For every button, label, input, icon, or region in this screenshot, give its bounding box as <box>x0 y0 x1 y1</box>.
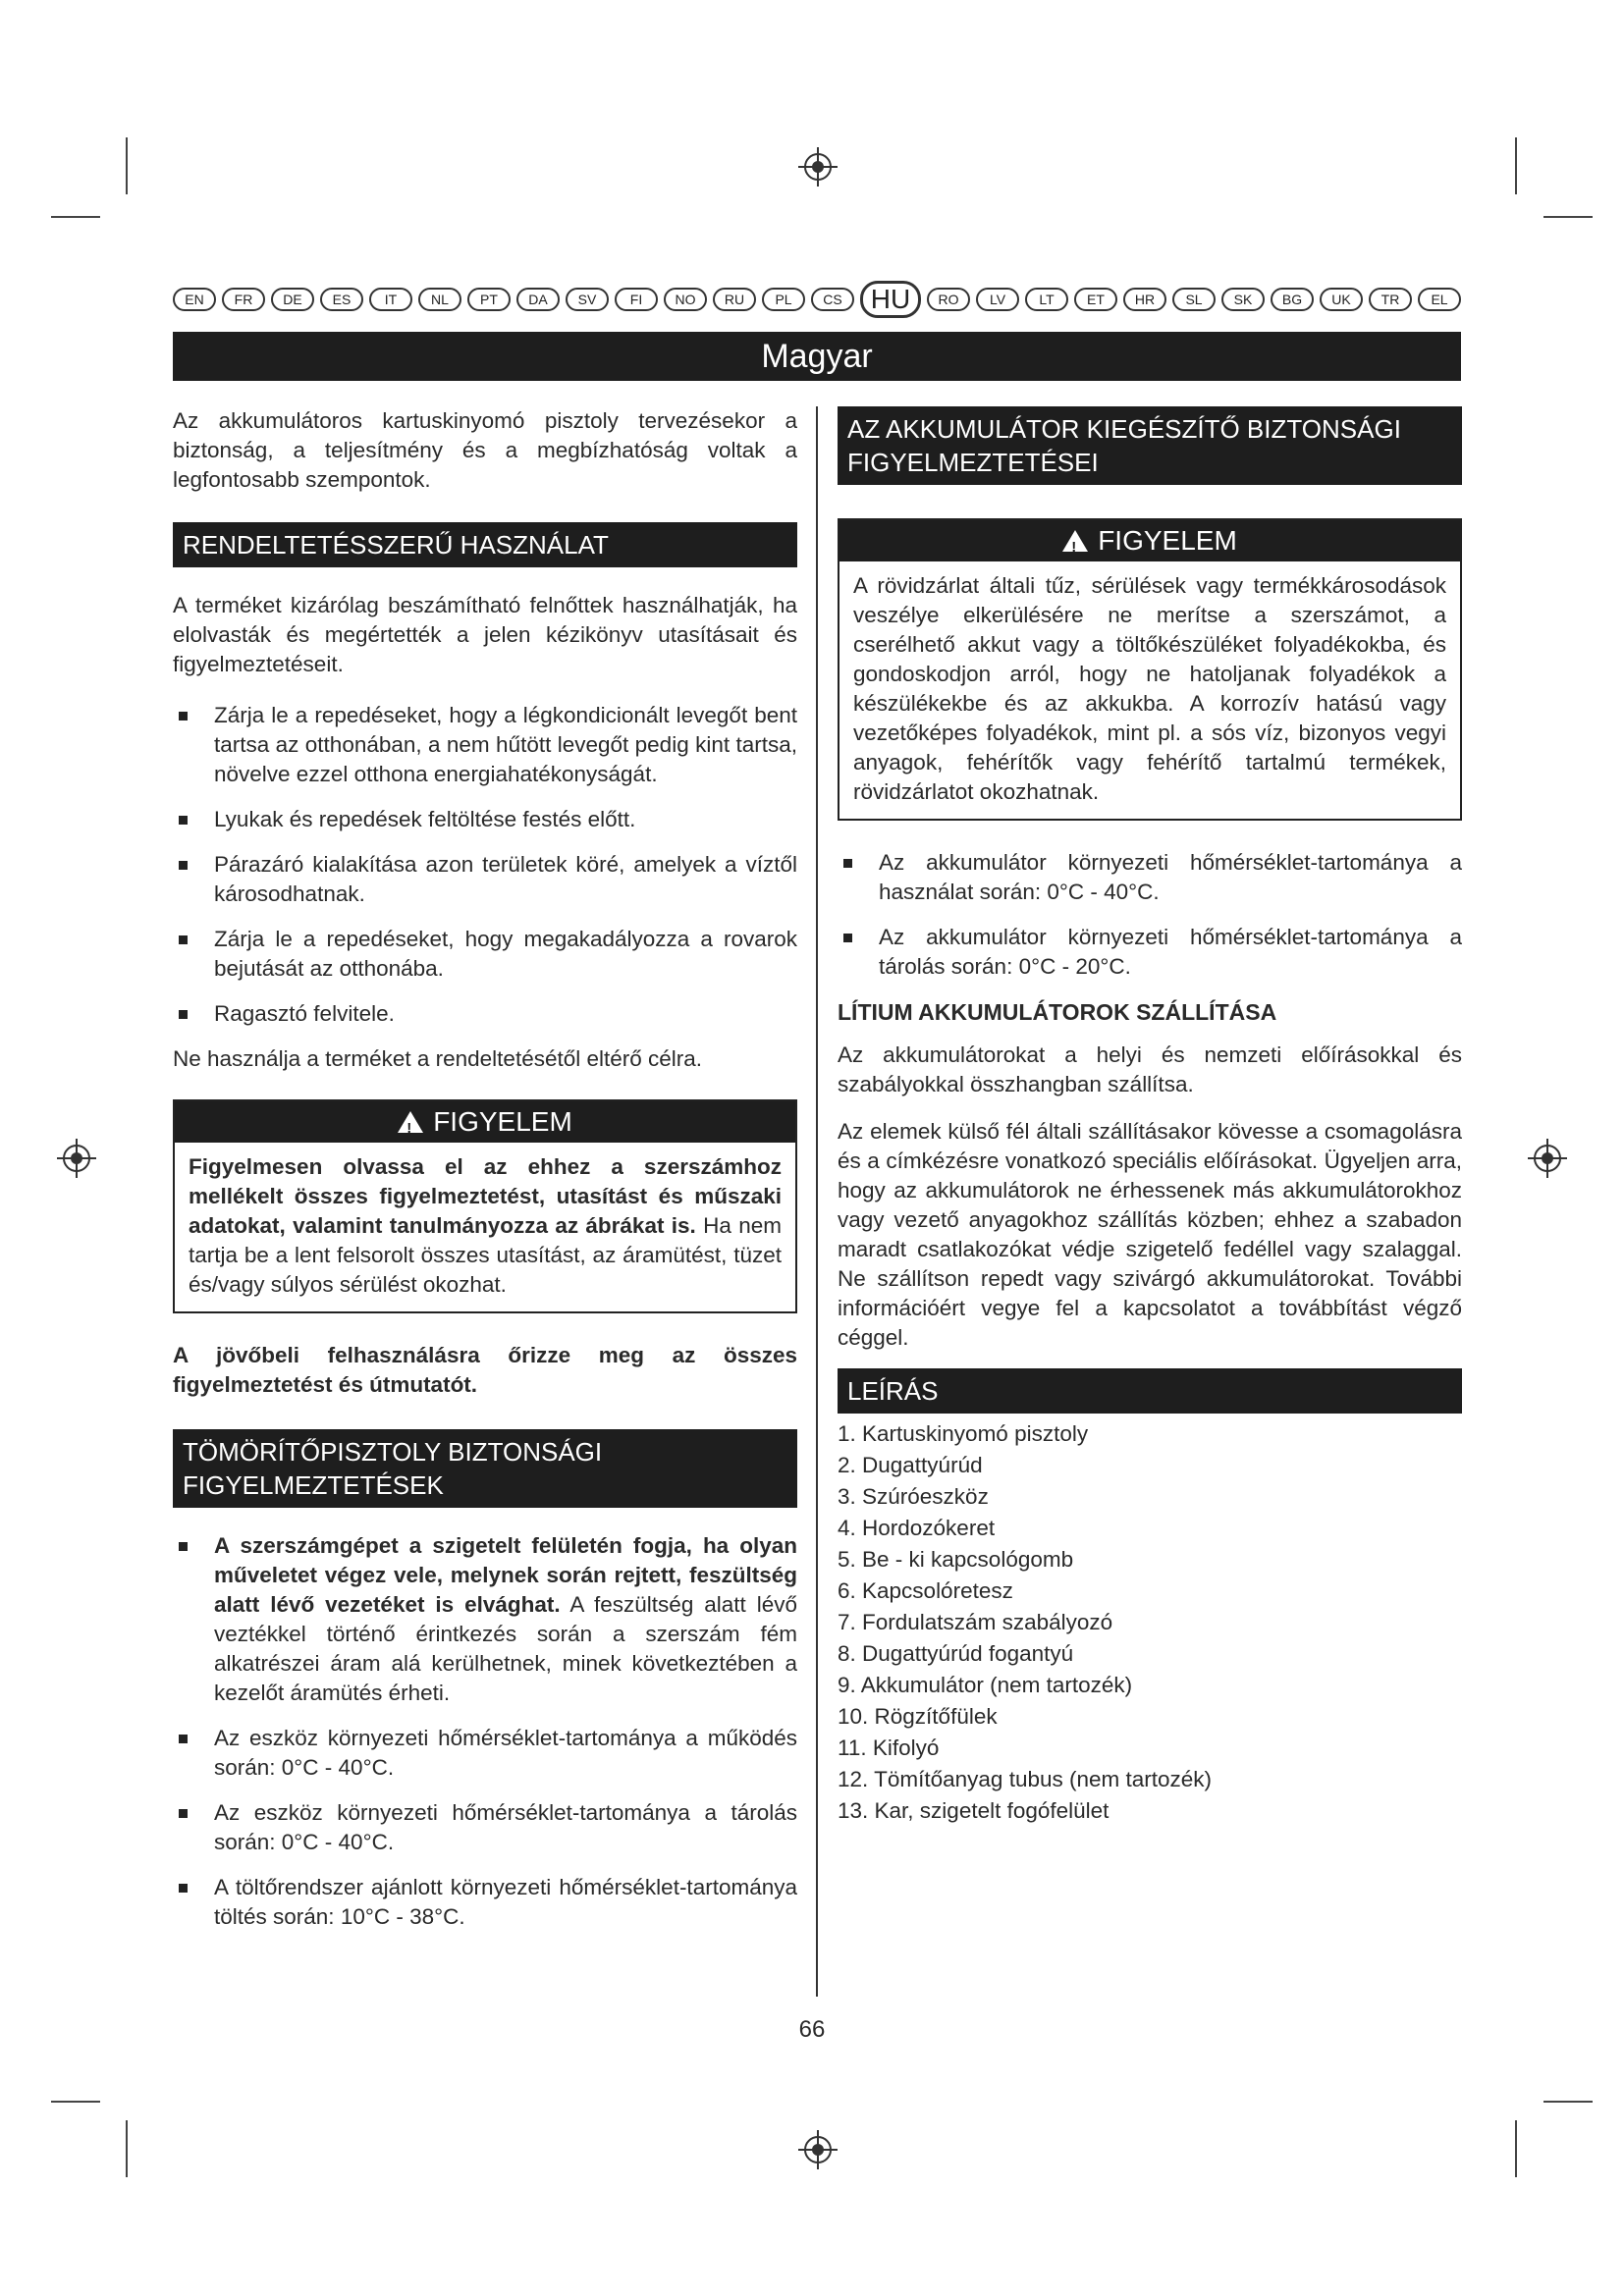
warning-text <box>175 1143 795 1311</box>
warning-icon <box>1062 530 1088 552</box>
list-item: A töltőrendszer ajánlott környezeti hőmérséklet-tartománya töltés során: 10°C - 38°C. <box>173 1873 797 1932</box>
safety-list <box>173 1531 797 1932</box>
warning-text: A rövidzárlat általi tűz, sérülések vagy termékkárosodások veszélye elkerülésére ne merítse a szerszámot, a cserélhető akkut vagy a töltőkészüléket folyadékokba, és gondoskodjon arról, hogy ne hatoljanak folyadékok a készülékekbe és az akkukba. A korrozív hatású vagy vezetőképes folyadékok, mint pl. a sós víz, bizonyos vegyi anyagok, fehérítők vagy fehérítő tartalmú termékek, rövidzárlatot okozhatnak. <box>853 573 1446 804</box>
list-item: 2. Dugattyúrúd <box>838 1453 983 1477</box>
language-badge-lt: LT <box>1025 288 1068 311</box>
language-badge-pl: PL <box>762 288 805 311</box>
warning-header <box>839 520 1460 561</box>
warning-title: FIGYELEM <box>433 1106 572 1137</box>
language-badge-da: DA <box>516 288 560 311</box>
language-badge-lv: LV <box>976 288 1019 311</box>
warning-icon <box>398 1111 423 1133</box>
registration-mark-icon <box>55 1137 98 1180</box>
language-badge-sv: SV <box>566 288 609 311</box>
crop-mark <box>51 216 100 218</box>
crop-mark <box>1543 216 1593 218</box>
language-selector <box>173 283 1461 316</box>
intro-paragraph: Az akkumulátoros kartuskinyomó pisztoly tervezésekor a biztonság, a teljesítmény és a megbízhatóság voltak a legfontosabb szempontok. <box>173 408 797 492</box>
language-badge-tr: TR <box>1369 288 1412 311</box>
list-item: Ragasztó felvitele. <box>173 999 797 1029</box>
parts-list <box>838 1419 1462 1826</box>
page-title: Magyar <box>173 332 1461 381</box>
warning-bold-text: Figyelmesen olvassa el az ehhez a szerszámhoz mellékelt összes figyelmeztetést, utasítást és műszaki adatokat, valamint tanulmányozza az ábrákat is. <box>189 1154 782 1238</box>
list-item: 12. Tömítőanyag tubus (nem tartozék) <box>838 1767 1213 1791</box>
language-badge-de: DE <box>271 288 314 311</box>
transport-heading: LÍTIUM AKKUMULÁTOROK SZÁLLÍTÁSA <box>838 999 1277 1025</box>
language-badge-it: IT <box>369 288 412 311</box>
registration-mark-icon <box>796 2128 839 2171</box>
left-column <box>173 406 797 1948</box>
language-badge-sk: SK <box>1221 288 1265 311</box>
list-item-bold: A szerszámgépet a szigetelt felületén fogja, ha olyan műveletet végez vele, melynek során rejtett, feszültség alatt lévő vezetéket is elvághat. <box>214 1533 797 1617</box>
language-badge-et: ET <box>1074 288 1117 311</box>
warning-box <box>173 1099 797 1313</box>
list-item: 11. Kifolyó <box>838 1735 940 1760</box>
list-item: Az eszköz környezeti hőmérséklet-tartománya a működés során: 0°C - 40°C. <box>173 1724 797 1783</box>
crop-mark <box>1543 2101 1593 2103</box>
crop-mark <box>1515 137 1517 194</box>
list-item: 6. Kapcsolóretesz <box>838 1578 1013 1603</box>
language-badge-uk: UK <box>1320 288 1363 311</box>
list-item: 10. Rögzítőfülek <box>838 1704 998 1729</box>
language-badge-sl: SL <box>1172 288 1216 311</box>
page-number: 66 <box>798 2016 826 2043</box>
language-badge-cs: CS <box>811 288 854 311</box>
crop-mark <box>51 2101 100 2103</box>
language-badge-ro: RO <box>927 288 970 311</box>
language-badge-hr: HR <box>1123 288 1166 311</box>
list-item: Zárja le a repedéseket, hogy a légkondicionált levegőt bent tartsa az otthonában, a nem hűtött levegőt pedig kint tartsa, növelve ezzel otthona energiahatékonyságát. <box>173 701 797 789</box>
list-item: Lyukak és repedések feltöltése festés előtt. <box>173 805 797 834</box>
usage-list <box>173 701 797 1029</box>
language-badge-pt: PT <box>467 288 511 311</box>
usage-paragraph: A terméket kizárólag beszámítható felnőttek használhatják, ha elolvasták és megértették a jelen kézikönyv utasításait és figyelmeztetéseit. <box>173 593 797 676</box>
list-item <box>173 1531 797 1708</box>
keep-instructions-note: A jövőbeli felhasználásra őrizze meg az összes figyelmeztetést és útmutatót. <box>173 1343 797 1397</box>
column-divider <box>816 406 818 1997</box>
list-item: 7. Fordulatszám szabályozó <box>838 1610 1113 1634</box>
list-item: Zárja le a repedéseket, hogy megakadályozza a rovarok bejutását az otthonába. <box>173 925 797 984</box>
crop-mark <box>126 137 128 194</box>
language-badge-bg: BG <box>1271 288 1314 311</box>
warning-box <box>838 518 1462 821</box>
right-column <box>838 406 1462 1828</box>
language-badge-fr: FR <box>222 288 265 311</box>
warning-rest-text: Ha nem tartja be a lent felsorolt összes utasítást, az áramütést, tüzet és/vagy súlyos sérülést okozhat. <box>189 1213 782 1297</box>
list-item: 4. Hordozókeret <box>838 1516 996 1540</box>
language-badge-ru: RU <box>713 288 756 311</box>
section-heading-usage: RENDELTETÉSSZERŰ HASZNÁLAT <box>173 522 797 567</box>
battery-list <box>838 848 1462 982</box>
crop-mark <box>126 2120 128 2177</box>
warning-title: FIGYELEM <box>1098 525 1237 556</box>
warning-header <box>175 1101 795 1143</box>
registration-mark-icon <box>1526 1137 1569 1180</box>
section-heading-battery: AZ AKKUMULÁTOR KIEGÉSZÍTŐ BIZTONSÁGI FIGYELMEZTETÉSEI <box>838 406 1462 485</box>
crop-mark <box>1515 2120 1517 2177</box>
list-item: 3. Szúróeszköz <box>838 1484 989 1509</box>
list-item-rest: A feszültség alatt lévő veztékkel történő érintkezés során a szerszám fém alkatrészei áram alá kerülhetnek, minek következtében a kezelőt áramütés érheti. <box>214 1592 797 1705</box>
language-badge-el: EL <box>1418 288 1461 311</box>
list-item: 9. Akkumulátor (nem tartozék) <box>838 1673 1133 1697</box>
list-item: 1. Kartuskinyomó pisztoly <box>838 1421 1089 1446</box>
transport-paragraph: Az elemek külső fél általi szállításakor kövesse a csomagolásra és a címkézésre vonatkozó speciális előírásokat. Ügyeljen arra, hogy az akkumulátorok ne érhessenek más akkumulátorokhoz vagy vezető anyagokhoz szállítás közben; ehhez a szabadon maradt csatlakozókat védje szigetelő fedéllel vagy szalaggal. Ne szállítson repedt vagy szivárgó akkumulátorokat. További információért vegye fel a kapcsolatot a továbbítást végző céggel. <box>838 1119 1462 1350</box>
registration-mark-icon <box>796 145 839 188</box>
list-item: 8. Dugattyúrúd fogantyú <box>838 1641 1074 1666</box>
transport-paragraph: Az akkumulátorokat a helyi és nemzeti előírásokkal és szabályokkal összhangban szállítsa. <box>838 1042 1462 1096</box>
usage-note: Ne használja a terméket a rendeltetésétől eltérő célra. <box>173 1046 703 1071</box>
list-item: Az eszköz környezeti hőmérséklet-tartománya a tárolás során: 0°C - 40°C. <box>173 1798 797 1857</box>
list-item: Az akkumulátor környezeti hőmérséklet-tartománya a használat során: 0°C - 40°C. <box>838 848 1462 907</box>
language-badge-nl: NL <box>418 288 461 311</box>
list-item: 5. Be - ki kapcsológomb <box>838 1547 1074 1572</box>
language-badge-fi: FI <box>615 288 658 311</box>
section-heading-description: LEÍRÁS <box>838 1368 1462 1414</box>
language-badge-hu: HU <box>860 281 921 318</box>
list-item: 13. Kar, szigetelt fogófelület <box>838 1798 1110 1823</box>
language-badge-es: ES <box>320 288 363 311</box>
list-item: Az akkumulátor környezeti hőmérséklet-tartománya a tárolás során: 0°C - 20°C. <box>838 923 1462 982</box>
language-badge-no: NO <box>664 288 707 311</box>
section-heading-safety: TÖMÖRÍTŐPISZTOLY BIZTONSÁGI FIGYELMEZTETÉSEK <box>173 1429 797 1508</box>
language-badge-en: EN <box>173 288 216 311</box>
list-item: Párazáró kialakítása azon területek köré, amelyek a víztől károsodhatnak. <box>173 850 797 909</box>
